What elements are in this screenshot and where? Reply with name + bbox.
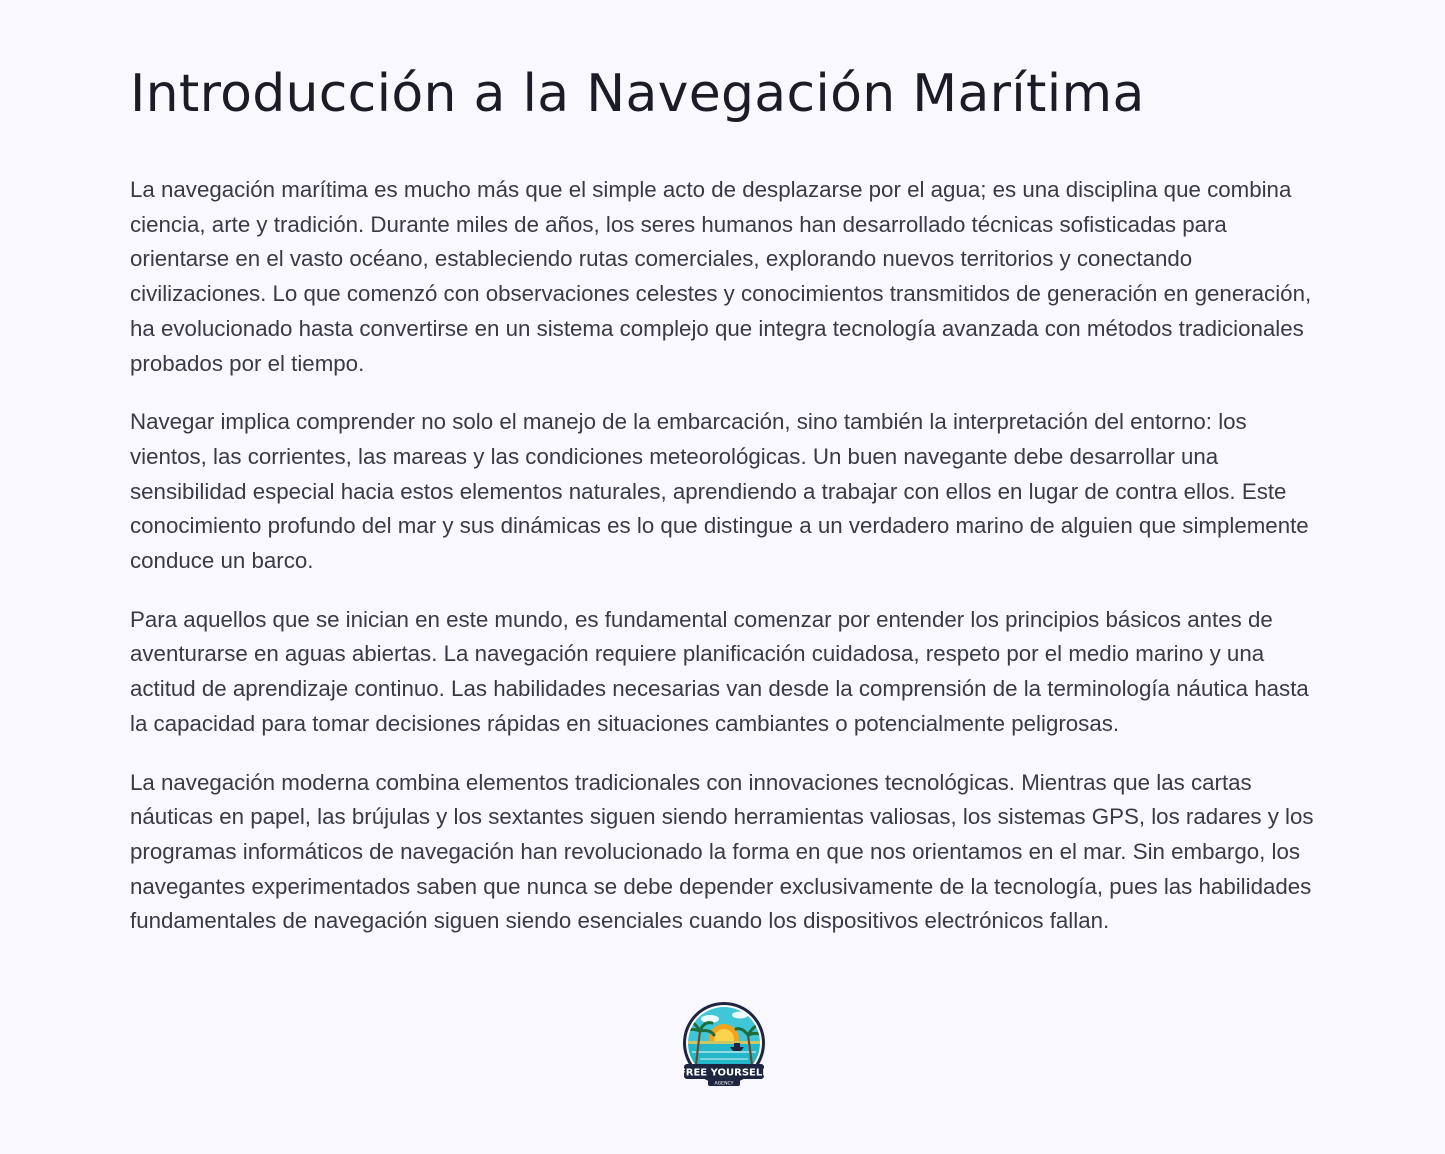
article-paragraph-3: Para aquellos que se inician en este mundo, es fundamental comenzar por entender los principios básicos antes de aventurarse en aguas abiertas. La navegación requiere planificación cuidadosa, respeto por el medio marino y una actitud de aprendizaje continuo. Las habilidades necesarias van desde la comprensión de la terminología náutica hasta la capacidad para tomar decisiones rápidas en situaciones cambiantes o potencialmente peligrosas. xyxy=(130,606,1309,736)
page-title: Introducción a la Navegación Marítima xyxy=(130,64,1145,124)
article-paragraph-4: La navegación moderna combina elementos tradicionales con innovaciones tecnológicas. Mientras que las cartas náuticas en papel, las brújulas y los sextantes siguen siendo herramientas valiosas, los sistemas GPS, los radares y los programas informáticos de navegación han revolucionado la forma en que nos orientamos en el mar. Sin embargo, los navegantes experimentados saben que nunca se debe depender exclusivamente de la tecnología, pues las habilidades fundamentales de navegación siguen siendo esenciales cuando los dispositivos electrónicos fallan. xyxy=(130,769,1314,934)
article-paragraph-2: Navegar implica comprender no solo el manejo de la embarcación, sino también la interpretación del entorno: los vientos, las corrientes, las mareas y las condiciones meteorológicas. Un buen navegante debe desarrollar una sensibilidad especial hacia estos elementos naturales, aprendiendo a trabajar con ellos en lugar de contra ellos. Este conocimiento profundo del mar y sus dinámicas es lo que distingue a un verdadero marino de alguien que simplemente conduce un barco. xyxy=(130,409,1309,574)
logo-emblem xyxy=(682,1001,766,1089)
free-yourself-agency-logo xyxy=(682,1001,766,1089)
logo-name: FREE YOURSELF xyxy=(682,1067,766,1079)
logo-subtitle: AGENCY xyxy=(714,1081,734,1087)
article xyxy=(130,58,1320,963)
article-paragraph-1: La navegación marítima es mucho más que el simple acto de desplazarse por el agua; es una disciplina que combina ciencia, arte y tradición. Durante miles de años, los seres humanos han desarrollado técnicas sofisticadas para orientarse en el vasto océano, estableciendo rutas comerciales, explorando nuevos territorios y conectando civilizaciones. Lo que comenzó con observaciones celestes y conocimientos transmitidos de generación en generación, ha evolucionado hasta convertirse en un sistema complejo que integra tecnología avanzada con métodos tradicionales probados por el tiempo. xyxy=(130,177,1312,376)
